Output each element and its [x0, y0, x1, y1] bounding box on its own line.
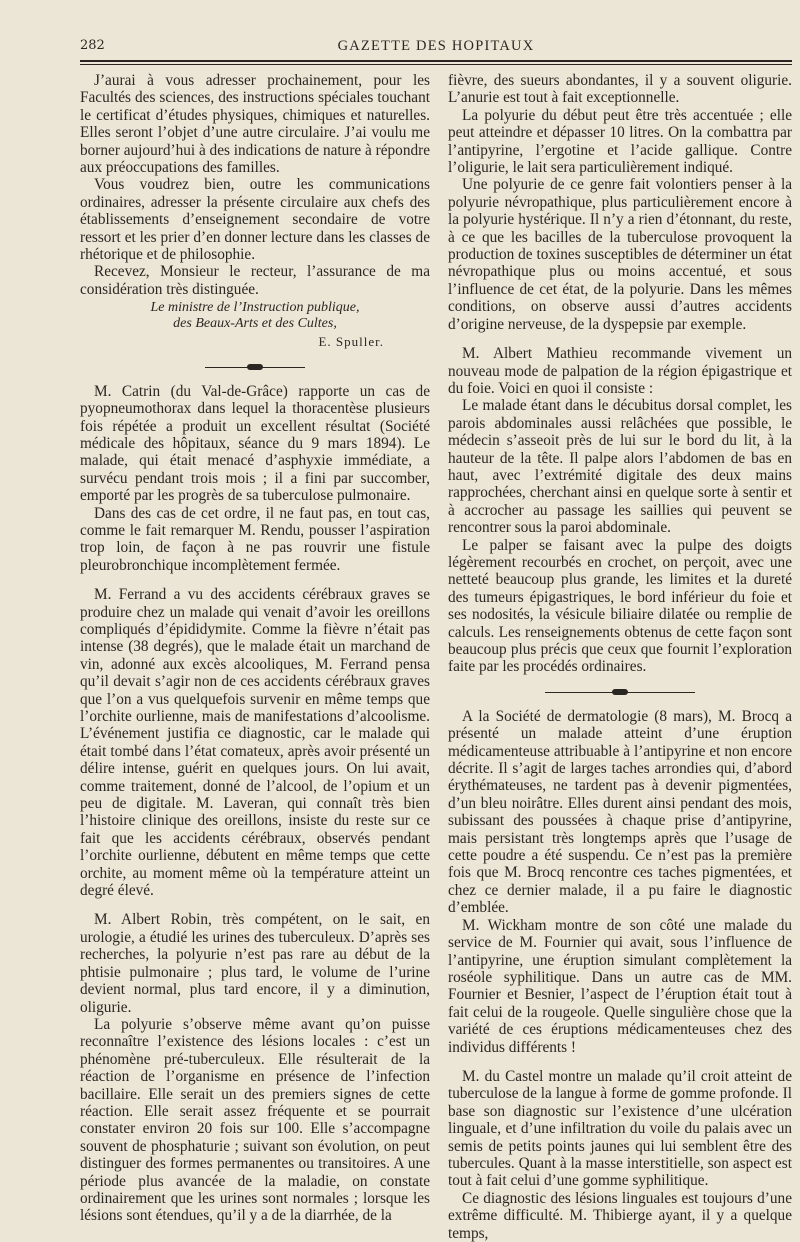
paragraph: M. Catrin (du Val-de-Grâce) rapporte un cas de pyopneumothorax dans lequel la thoracentèse plusieurs fois répétée a produit un excellent résultat (Société médicale des hôpitaux, séance du 9 mars 1894). Le malade, qui était menacé d’asphyxie immédiate, a survécu pendant trois mois ; il a fini par succomber, emporté par les progrès de sa tuberculose pulmonaire. [80, 382, 430, 505]
journal-title: GAZETTE DES HOPITAUX [337, 38, 535, 54]
header-rule-thick [80, 60, 792, 62]
right-column [448, 72, 792, 1242]
paragraph: M. Albert Robin, très compétent, on le sait, en urologie, a étudié les urines des tuberculeux. D’après ses recherches, la polyurie n’est pas rare au début de la phtisie pulmonaire ; plus tard, le volume de l’urine devient normal, plus tard encore, il y a diminution, oligurie. [80, 911, 430, 1016]
section-separator [448, 684, 792, 700]
paragraph: M. Ferrand a vu des accidents cérébraux graves se produire chez un malade qui venait d’avoir les oreillons compliqués d’épididymite. Comme la fièvre n’était pas intense (38 degrés), que le malade était un marchand de vin, adonné aux excès alcooliques, M. Ferrand pensa qu’il devait s’agir non de ces accidents cérébraux graves que l’on a vus quelquefois survenir en même temps que l’orchite ourlienne, mais de manifestations d’alcoolisme. L’événement justifia ce diagnostic, car le malade qui était tombé dans l’état comateux, après avoir présenté un délire intense, guérit en quelques jours. On lui avait, comme traitement, donné de l’alcool, de l’opium et un peu de digitale. M. Laveran, qui connaît très bien l’histoire clinique des oreillons, insiste du reste sur ce fait que les accidents cérébraux, observés pendant l’orchite ourlienne, débutent en même temps que cette orchite, au moment même où la température atteint un degré élevé. [80, 586, 430, 900]
signature-name: E. Spuller. [318, 334, 384, 350]
page-header [80, 34, 792, 56]
section-separator [80, 359, 430, 375]
left-column [80, 72, 430, 1225]
paragraph: Une polyurie de ce genre fait volontiers penser à la polyurie névropathique, plus particulièrement encore à la polyurie hystérique. Il n’y a rien d’étonnant, du reste, à ce que les bacilles de la tuberculose provoquent la production de toxines susceptibles de déterminer un état névropathique plus ou moins accentué, et sous l’influence de cet état, de la polyurie. Dans les mêmes conditions, on observe aussi d’autres accidents d’origine nerveuse, de la dyspepsie par exemple. [448, 176, 792, 333]
paragraph: Recevez, Monsieur le recteur, l’assurance de ma considération très distinguée. [80, 263, 430, 298]
paragraph: A la Société de dermatologie (8 mars), M. Brocq a présenté un malade atteint d’une éruption médicamenteuse attribuable à l’antipyrine et non encore décrite. Il s’agit de larges taches arrondies qui, d’abord érythémateuses, ne tardent pas à devenir pigmentées, d’un bleu noirâtre. Elles durent ainsi pendant des mois, subissant des poussées à chaque prise d’antipyrine, mais persistant très longtemps après que l’usage de cette poudre a été suspendu. Ce n’est pas la première fois que M. Brocq rencontre ces taches pigmentées, et chez ce dernier malade, il a pu faire le diagnostic d’emblée. [448, 707, 792, 917]
signature-title-line-1: Le ministre de l’Instruction publique, [150, 300, 360, 316]
paragraph: M. du Castel montre un malade qu’il croit atteint de tuberculose de la langue à forme de gomme profonde. Il base son diagnostic sur l’existence d’une ulcération linguale, et d’une infiltration du voile du palais avec un semis de petits points jaunes qui lui semblent être des tubercules. Quant à la masse interstitielle, son aspect est tout à fait celui d’une gomme syphilitique. [448, 1067, 792, 1190]
paragraph: M. Albert Mathieu recommande vivement un nouveau mode de palpation de la région épigastrique et du foie. Voici en quoi il consiste : [448, 345, 792, 397]
signature-block [80, 300, 430, 350]
paragraph: J’aurai à vous adresser prochainement, pour les Facultés des sciences, des instructions spéciales touchant le certificat d’études physiques, chimiques et naturelles. Elles seront l’objet d’une autre circulaire. J’ai voulu me borner aujourd’hui à des indications de nature à répondre aux préoccupations des familles. [80, 72, 430, 177]
separator-ornament [612, 689, 628, 695]
paragraph: Le palper se faisant avec la pulpe des doigts légèrement recourbés en crochet, on perçoit, avec une netteté beaucoup plus grande, les limites et la dureté des tumeurs épigastriques, le bord inférieur du foie et ses nodosités, la vésicule biliaire dilatée ou remplie de calculs. Les renseignements obtenus de cette façon sont beaucoup plus précis que ceux que fournit l’exploration faite par les procédés ordinaires. [448, 536, 792, 676]
paragraph: Le malade étant dans le décubitus dorsal complet, les parois abdominales aussi relâchées que possible, le médecin s’asseoit près de lui sur le bord du lit, à la hauteur de la tête. Il palpe alors l’abdomen de bas en haut, avec l’extrémité digitale des deux mains rapprochées, cherchant ainsi en quelque sorte à sentir et à accrocher au passage les saillies qui peuvent se rencontrer sous la paroi abdominale. [448, 397, 792, 537]
paragraph: Dans des cas de cet ordre, il ne faut pas, en tout cas, comme le fait remarquer M. Rendu, pousser l’aspiration trop loin, de façon à ne pas rouvrir une fistule pleurobronchique incomplètement fermée. [80, 504, 430, 574]
paragraph: La polyurie du début peut être très accentuée ; elle peut atteindre et dépasser 10 litres. On la combattra par l’antipyrine, l’ergotine et l’acide gallique. Contre l’oligurie, le lait sera particulièrement indiqué. [448, 106, 792, 177]
separator-ornament [247, 364, 263, 370]
page-number: 282 [80, 38, 105, 53]
signature-title-line-2: des Beaux-Arts et des Cultes, [173, 316, 337, 332]
paragraph: M. Wickham montre de son côté une malade du service de M. Fournier qui avait, sous l’influence de l’antipyrine, une éruption simulant complètement la roséole syphilitique. Dans un autre cas de MM. Fournier et Besnier, l’aspect de l’éruption était tout à fait celui de la rougeole. Quelle singulière chose que la variété de ces éruptions médicamenteuses chez des individus différents ! [448, 916, 792, 1056]
header-rule-thin [80, 64, 792, 65]
paragraph: Ce diagnostic des lésions linguales est toujours d’une extrême difficulté. M. Thibierge ayant, il y a quelque temps, [448, 1189, 792, 1242]
paragraph: Vous voudrez bien, outre les communications ordinaires, adresser la présente circulaire aux chefs des établissements d’enseignement secondaire de votre ressort et les prier d’en donner lecture dans les classes de rhétorique et de philosophie. [80, 176, 430, 264]
paragraph: La polyurie s’observe même avant qu’on puisse reconnaître l’existence des lésions locales : c’est un phénomène pré-tuberculeux. Elle résulterait de la réaction de l’organisme en présence de l’infection bacillaire. Elle serait un des premiers signes de cette réaction. Elle serait assez fréquente et se pourrait constater environ 20 fois sur 100. Elle s’accompagne souvent de phosphaturie ; suivant son évolution, on peut distinguer des formes permanentes ou transitoires. A une période plus avancée de la maladie, on constate ordinairement que les urines sont normales ; lorsque les lésions sont étendues, qu’il y a de la diarrhée, de la [80, 1015, 430, 1225]
paragraph: fièvre, des sueurs abondantes, il y a souvent oligurie. L’anurie est tout à fait exceptionnelle. [448, 72, 792, 107]
